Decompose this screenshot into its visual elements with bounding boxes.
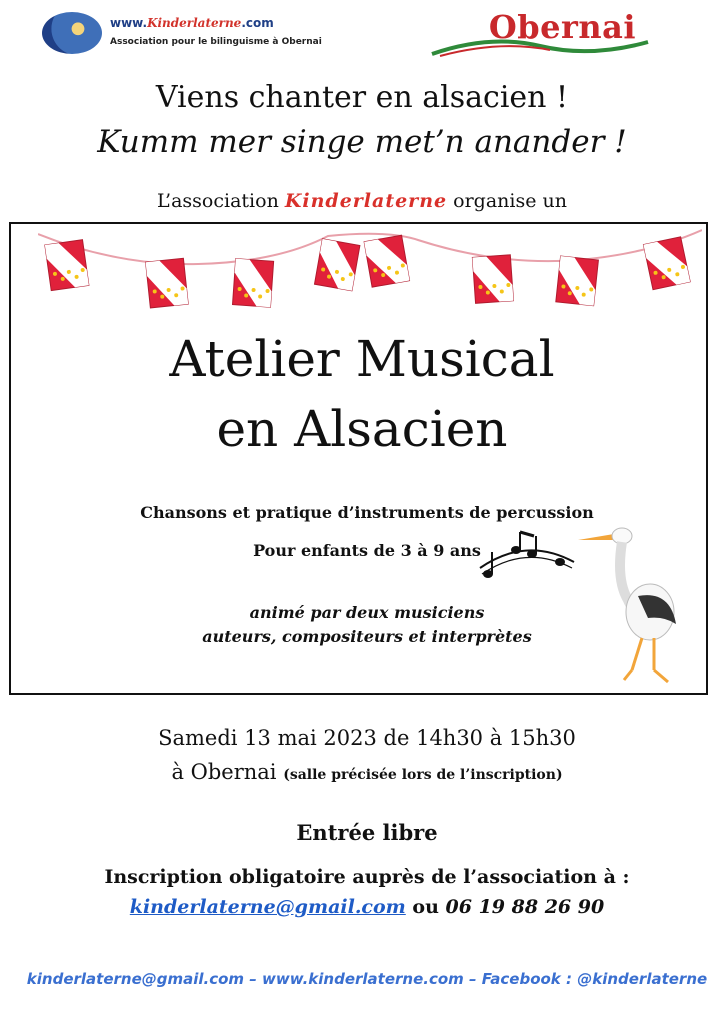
entry-free: Entrée libre: [296, 820, 438, 845]
animated-by-line1: animé par deux musiciens: [249, 603, 485, 622]
logo-tagline: Association pour le bilinguisme à Obernai: [110, 37, 322, 47]
obernai-logo: [430, 8, 650, 58]
event-ages: Pour enfants de 3 à 9 ans: [253, 541, 481, 560]
obernai-wordmark: Obernai: [488, 8, 636, 46]
event-subtitle: Chansons et pratique d’instruments de percussion: [140, 503, 594, 522]
alsace-flag-icon: [643, 237, 690, 290]
music-notes-icon: [476, 528, 576, 584]
inscription-notice: Inscription obligatoire auprès de l’association à :: [104, 866, 630, 888]
association-brand: Kinderlaterne: [284, 190, 448, 212]
place-note: (salle précisée lors de l’inscription): [283, 767, 563, 783]
logo-url: www.Kinderlaterne.com: [110, 16, 274, 30]
association-line: L’association Kinderlaterne organise un: [157, 190, 567, 212]
contact-line: kinderlaterne@gmail.com ou 06 19 88 26 90: [129, 896, 605, 918]
event-place: à Obernai (salle précisée lors de l’inscription): [171, 760, 563, 784]
alsace-flag-icon: [314, 239, 359, 291]
alsace-flag-icon: [45, 240, 89, 291]
kinderlaterne-logo: [40, 10, 340, 58]
event-title-line2: en Alsacien: [216, 400, 508, 458]
footer-contacts: kinderlaterne@gmail.com – www.kinderlaterne.com – Facebook : @kinderlaterne: [26, 970, 708, 988]
email-link[interactable]: kinderlaterne@gmail.com: [129, 896, 406, 918]
event-date: Samedi 13 mai 2023 de 14h30 à 15h30: [158, 726, 576, 750]
phone-number: 06 19 88 26 90: [445, 896, 605, 918]
animated-by-line2: auteurs, compositeurs et interprètes: [202, 627, 532, 646]
headline-french: Viens chanter en alsacien !: [155, 80, 569, 115]
event-title-line1: Atelier Musical: [169, 330, 555, 388]
alsace-flag-bunting-icon: [38, 226, 702, 318]
lantern-globe-icon: [42, 12, 102, 54]
alsace-flag-icon: [233, 259, 274, 308]
headline-alsatian: Kumm mer singe met’n anander !: [97, 124, 627, 160]
alsace-flag-icon: [364, 235, 409, 287]
alsace-flag-icon: [556, 256, 599, 306]
alsace-flag-icon: [146, 258, 189, 308]
alsace-flag-icon: [472, 255, 513, 304]
